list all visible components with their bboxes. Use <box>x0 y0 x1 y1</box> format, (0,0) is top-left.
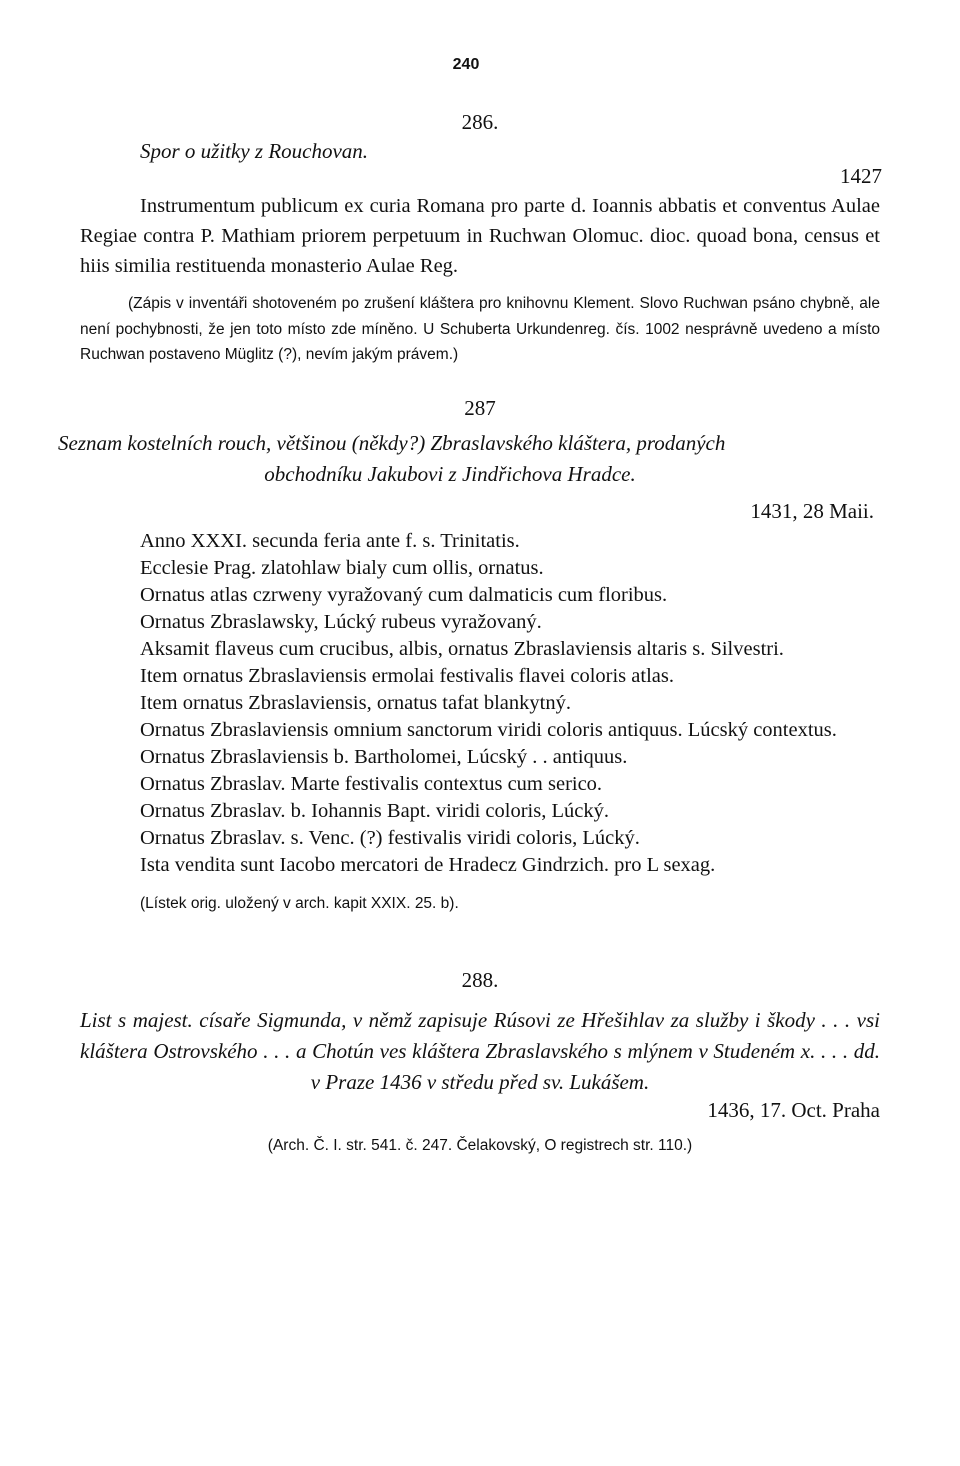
document-note: (Arch. Č. I. str. 541. č. 247. Čelakovský, O registrech str. 110.) <box>267 1137 693 1154</box>
document-title-line1: Seznam kostelních rouch, většinou (někdy?) Zbraslavského kláštera, prodaných <box>58 430 726 455</box>
list-item: Anno XXXI. secunda feria ante f. s. Trinitatis. <box>140 529 520 552</box>
document-number: 287 <box>464 395 496 420</box>
document-287 <box>58 395 880 917</box>
list-item: Item ornatus Zbraslaviensis, ornatus tafat blankytný. <box>140 691 571 714</box>
item-list <box>80 528 880 879</box>
list-item: Ornatus Zbraslav. b. Iohannis Bapt. viridi coloris, Lúcký. <box>140 799 609 822</box>
document-number: 288. <box>461 968 499 992</box>
document-date: 1436, 17. Oct. Praha <box>707 1098 880 1122</box>
document-date: 1427 <box>840 164 882 188</box>
document-text: Instrumentum publicum ex curia Romana pro parte d. Ioannis abbatis et conventus Aulae Regiae contra P. Mathiam priorem perpetuum in Ruchwan Olomuc. dioc. quoad bona, census et hiis similia restituenda monasterio Aulae Reg. <box>80 195 880 277</box>
list-item: Ornatus Zbraslaviensis b. Bartholomei, Lúcský . . antiquus. <box>140 745 628 768</box>
document-note: (Zápis v inventáři shotoveném po zrušení kláštera pro knihovnu Klement. Slovo Ruchwan psáno chybně, ale není pochybnosti, že jen toto místo zde míněno. U Schuberta Urkundenreg. čís. 1002 nesprávně uvedeno a místo Ruchwan postaveno Müglitz (?), nevím jakým právem.) <box>80 295 880 363</box>
list-item: Ista vendita sunt Iacobo mercatori de Hradecz Gindrzich. pro L sexag. <box>140 853 716 876</box>
document-title-line2: obchodníku Jakubovi z Jindřichova Hradce. <box>264 461 636 486</box>
list-item: Ornatus atlas czrweny vyražovaný cum dalmaticis cum floribus. <box>140 583 668 606</box>
list-item: Ecclesie Prag. zlatohlaw bialy cum ollis, ornatus. <box>140 556 544 579</box>
document-288 <box>80 968 880 1159</box>
page-number: 240 <box>452 56 480 73</box>
list-item: Ornatus Zbraslav. s. Venc. (?) festivalis viridi coloris, Lúcký. <box>140 826 640 849</box>
document-date: 1431, 28 Maii. <box>750 498 874 523</box>
document-286 <box>80 110 880 368</box>
list-item: Item ornatus Zbraslaviensis ermolai festivalis flavei coloris atlas. <box>140 664 674 687</box>
document-page <box>58 56 882 1159</box>
list-item: Ornatus Zbraslaviensis omnium sanctorum viridi coloris antiquus. Lúcský contextus. <box>140 718 837 741</box>
document-number: 286. <box>461 110 499 134</box>
list-item: Ornatus Zbraslav. Marte festivalis contextus cum serico. <box>140 772 603 795</box>
list-item: Ornatus Zbraslawsky, Lúcký rubeus vyražovaný. <box>140 610 542 633</box>
list-item: Aksamit flaveus cum crucibus, albis, ornatus Zbraslaviensis altaris s. Silvestri. <box>140 637 784 660</box>
document-note: (Lístek orig. uložený v arch. kapit XXIX. 25. b). <box>140 894 459 912</box>
document-title: List s majest. císaře Sigmunda, v němž zapisuje Rúsovi ze Hřešihlav za služby i škody . . . vsi kláštera Ostrovského . . . a Chotún ves kláštera Zbraslavského s mlýnem v Studeném x. . . . dd. v Praze 1436 v středu před sv. Lukášem. <box>80 1008 880 1094</box>
document-title: Spor o užitky z Rouchovan. <box>140 139 369 163</box>
